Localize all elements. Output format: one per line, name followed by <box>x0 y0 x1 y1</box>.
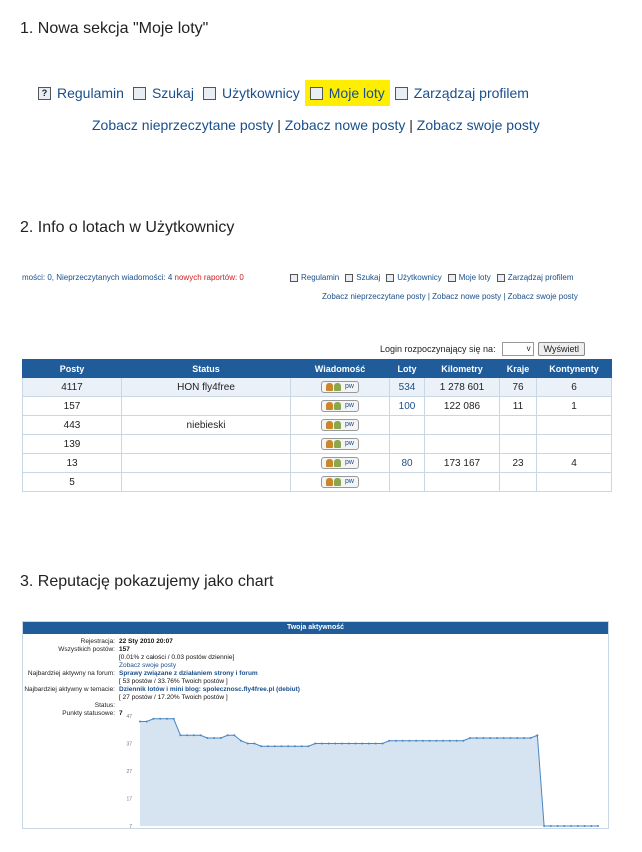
help-icon: ? <box>38 87 51 100</box>
info-label: Wszystkich postów: <box>58 646 115 653</box>
data-point <box>462 740 464 742</box>
link-new[interactable]: Zobacz nowe posty <box>432 292 502 301</box>
col-kilometry[interactable]: Kilometry <box>425 360 500 378</box>
pw-label: pw <box>345 421 354 428</box>
data-point <box>597 825 599 827</box>
separator: | <box>409 117 413 133</box>
nav-zarzadzaj-profilem[interactable] <box>395 85 529 101</box>
data-point <box>449 740 451 742</box>
help-icon <box>290 274 298 282</box>
cell-status <box>122 397 291 416</box>
user-icon <box>334 440 341 448</box>
nav-label: Regulamin <box>301 273 340 282</box>
cell-posty: 443 <box>23 416 122 435</box>
activity-panel <box>22 621 609 829</box>
data-point <box>496 737 498 739</box>
data-point <box>301 745 303 747</box>
pw-label: pw <box>345 459 354 466</box>
data-point <box>368 743 370 745</box>
data-point <box>280 745 282 747</box>
cell-kontynenty <box>537 435 612 454</box>
user-icon <box>334 421 341 429</box>
data-point <box>206 737 208 739</box>
section2-title: 2. Info o lotach w Użytkownicy <box>20 219 235 236</box>
cell-kontynenty <box>537 416 612 435</box>
data-point <box>213 737 215 739</box>
cell-kilometry <box>425 416 500 435</box>
panel-title: Twoja aktywność <box>23 622 608 634</box>
y-tick-label: 17 <box>126 796 132 803</box>
pw-label: pw <box>345 478 354 485</box>
data-point <box>166 718 168 720</box>
data-point <box>179 734 181 736</box>
table-row <box>23 473 612 492</box>
data-point <box>227 734 229 736</box>
y-tick-label: 37 <box>126 741 132 748</box>
cell-loty[interactable] <box>390 473 425 492</box>
cell-kraje: 23 <box>500 454 537 473</box>
data-point <box>321 743 323 745</box>
data-point <box>294 745 296 747</box>
col-status[interactable]: Status <box>122 360 291 378</box>
series-area <box>140 719 598 826</box>
table-row <box>23 378 612 397</box>
cell-status: niebieski <box>122 416 291 435</box>
data-point <box>375 743 377 745</box>
data-point <box>550 825 552 827</box>
table-row <box>23 435 612 454</box>
data-point <box>173 718 175 720</box>
pm-button[interactable] <box>321 438 359 450</box>
own-posts-link[interactable]: Zobacz swoje posty <box>119 662 177 669</box>
user-icon <box>334 459 341 467</box>
user-icon <box>326 478 333 486</box>
data-point <box>233 734 235 736</box>
nav-szukaj[interactable] <box>345 273 380 282</box>
data-point <box>456 740 458 742</box>
info-note: [ 53 postów / 33.76% Twoich postów ] <box>119 678 228 685</box>
data-point <box>220 737 222 739</box>
nav-label: Zarządzaj profilem <box>507 273 574 282</box>
nav-moje-loty[interactable] <box>305 80 390 106</box>
data-point <box>590 825 592 827</box>
nav-label: Szukaj <box>151 85 194 101</box>
data-point <box>247 743 249 745</box>
table-row <box>23 397 612 416</box>
data-point <box>429 740 431 742</box>
nav-bar <box>38 80 538 106</box>
stats-text: mości: 0, Nieprzeczytanych wiadomości: 4 <box>22 273 173 282</box>
data-point <box>328 743 330 745</box>
cell-posty: 5 <box>23 473 122 492</box>
data-point <box>146 721 148 723</box>
nav-label: Regulamin <box>57 85 124 101</box>
data-point <box>516 737 518 739</box>
cell-kraje: 76 <box>500 378 537 397</box>
col-loty[interactable]: Loty <box>390 360 425 378</box>
data-point <box>530 737 532 739</box>
chevron-down-icon: v <box>526 344 531 353</box>
user-icon <box>326 440 333 448</box>
data-point <box>186 734 188 736</box>
cell-kraje <box>500 473 537 492</box>
section1-title: 1. Nowa sekcja "Moje loty" <box>20 20 209 37</box>
book-icon <box>310 87 323 100</box>
cell-posty: 4117 <box>23 378 122 397</box>
cell-kilometry <box>425 435 500 454</box>
link-new[interactable]: Zobacz nowe posty <box>284 117 406 133</box>
cell-loty[interactable] <box>390 435 425 454</box>
data-point <box>274 745 276 747</box>
data-point <box>395 740 397 742</box>
data-point <box>341 743 343 745</box>
nav-szukaj[interactable] <box>133 85 194 101</box>
cell-kilometry: 1 278 601 <box>425 378 500 397</box>
cell-loty[interactable]: 80 <box>390 454 425 473</box>
cell-kontynenty: 6 <box>537 378 612 397</box>
list-icon <box>203 87 216 100</box>
data-point <box>193 734 195 736</box>
data-point <box>267 745 269 747</box>
pm-button[interactable] <box>321 419 359 431</box>
info-label: Najbardziej aktywny w temacie: <box>24 686 115 693</box>
data-point <box>287 745 289 747</box>
info-label: Najbardziej aktywny na forum: <box>27 670 115 677</box>
login-filter <box>380 342 585 356</box>
table-row <box>23 454 612 473</box>
cell-posty: 157 <box>23 397 122 416</box>
cell-status: HON fly4free <box>122 378 291 397</box>
user-icon <box>326 459 333 467</box>
profile-icon <box>497 274 505 282</box>
y-tick-label: 7 <box>129 824 132 828</box>
info-value: 7 <box>119 710 123 717</box>
cell-loty[interactable] <box>390 416 425 435</box>
data-point <box>361 743 363 745</box>
nav-uzytkownicy[interactable] <box>203 85 300 101</box>
data-point <box>408 740 410 742</box>
nav-zarzadzaj-profilem[interactable] <box>497 273 574 282</box>
link-own[interactable]: Zobacz swoje posty <box>507 292 578 301</box>
cell-kilometry: 122 086 <box>425 397 500 416</box>
user-icon <box>326 421 333 429</box>
info-label: Rejestracja: <box>80 638 115 645</box>
nav-label: Moje loty <box>328 85 385 101</box>
link-own[interactable]: Zobacz swoje posty <box>416 117 540 133</box>
data-point <box>509 737 511 739</box>
cell-wiadomosc <box>291 454 390 473</box>
cell-kontynenty: 4 <box>537 454 612 473</box>
cell-wiadomosc <box>291 473 390 492</box>
data-point <box>240 740 242 742</box>
data-point <box>159 718 161 720</box>
nav-regulamin[interactable] <box>290 273 339 282</box>
data-point <box>476 737 478 739</box>
separator: | <box>427 292 430 301</box>
data-point <box>469 737 471 739</box>
cell-status <box>122 473 291 492</box>
pw-label: pw <box>345 383 354 390</box>
data-point <box>442 740 444 742</box>
data-point <box>254 743 256 745</box>
pm-button[interactable] <box>321 476 359 488</box>
cell-status <box>122 435 291 454</box>
login-label: Login rozpoczynający się na: <box>380 344 496 354</box>
data-point <box>536 734 538 736</box>
col-posty[interactable]: Posty <box>23 360 122 378</box>
section3-title: 3. Reputację pokazujemy jako chart <box>20 573 274 590</box>
user-icon <box>334 478 341 486</box>
users-table <box>22 359 612 492</box>
data-point <box>577 825 579 827</box>
activity-info <box>23 638 300 718</box>
book-icon <box>448 274 456 282</box>
profile-icon <box>395 87 408 100</box>
cell-wiadomosc <box>291 416 390 435</box>
user-icon <box>334 402 341 410</box>
message-stats[interactable] <box>22 273 244 282</box>
posts-links <box>92 117 540 133</box>
pw-label: pw <box>345 402 354 409</box>
cell-kontynenty: 1 <box>537 397 612 416</box>
nav-uzytkownicy[interactable] <box>386 273 441 282</box>
search-icon <box>133 87 146 100</box>
info-label: Punkty statusowe: <box>62 710 115 717</box>
data-point <box>503 737 505 739</box>
nav-label: Zarządzaj profilem <box>413 85 529 101</box>
pw-label: pw <box>345 440 354 447</box>
cell-loty[interactable]: 534 <box>390 378 425 397</box>
nav-moje-loty[interactable] <box>448 273 491 282</box>
reputation-chart <box>23 708 608 828</box>
cell-wiadomosc <box>291 378 390 397</box>
show-button[interactable]: Wyświetl <box>538 342 585 356</box>
cell-kilometry <box>425 473 500 492</box>
data-point <box>489 737 491 739</box>
letter-select[interactable] <box>502 342 534 356</box>
y-tick-label: 27 <box>126 769 132 775</box>
user-icon <box>334 383 341 391</box>
data-point <box>388 740 390 742</box>
info-note: [0.01% z całości / 0.03 postów dziennie] <box>119 654 235 661</box>
info-label: Status: <box>94 702 115 709</box>
data-point <box>483 737 485 739</box>
col-wiadomosc: Wiadomość <box>291 360 390 378</box>
info-value: 157 <box>119 646 130 653</box>
nav-label: Szukaj <box>356 273 381 282</box>
nav-regulamin[interactable] <box>38 85 124 101</box>
cell-kontynenty <box>537 473 612 492</box>
small-nav-bar <box>290 273 580 282</box>
data-point <box>543 825 545 827</box>
link-unread[interactable]: Zobacz nieprzeczytane posty <box>322 292 426 301</box>
data-point <box>260 745 262 747</box>
data-point <box>152 718 154 720</box>
col-kraje[interactable]: Kraje <box>500 360 537 378</box>
data-point <box>415 740 417 742</box>
cell-kraje <box>500 435 537 454</box>
small-posts-links <box>322 292 578 301</box>
data-point <box>314 743 316 745</box>
cell-kraje <box>500 416 537 435</box>
data-point <box>435 740 437 742</box>
nav-label: Użytkownicy <box>221 85 300 101</box>
nav-label: Moje loty <box>458 273 491 282</box>
info-note: [ 27 postów / 17.20% Twoich postów ] <box>119 694 228 701</box>
user-icon <box>326 402 333 410</box>
data-point <box>584 825 586 827</box>
nav-label: Użytkownicy <box>397 273 442 282</box>
y-tick-label: 47 <box>126 714 132 720</box>
col-kontynenty[interactable]: Kontynenty <box>537 360 612 378</box>
pm-button[interactable] <box>321 381 359 393</box>
data-point <box>348 743 350 745</box>
cell-kilometry: 173 167 <box>425 454 500 473</box>
data-point <box>200 734 202 736</box>
separator: | <box>503 292 506 301</box>
cell-loty[interactable]: 100 <box>390 397 425 416</box>
cell-wiadomosc <box>291 397 390 416</box>
data-point <box>139 721 141 723</box>
pm-button[interactable] <box>321 400 359 412</box>
info-value: 22 Sty 2010 20:07 <box>119 638 173 645</box>
data-point <box>523 737 525 739</box>
user-icon <box>326 383 333 391</box>
data-point <box>563 825 565 827</box>
list-icon <box>386 274 394 282</box>
separator: | <box>277 117 281 133</box>
data-point <box>557 825 559 827</box>
table-header-row <box>23 360 612 378</box>
link-unread[interactable]: Zobacz nieprzeczytane posty <box>92 117 274 133</box>
data-point <box>570 825 572 827</box>
cell-posty: 139 <box>23 435 122 454</box>
reports-count[interactable]: nowych raportów: 0 <box>174 273 244 282</box>
table-row <box>23 416 612 435</box>
data-point <box>355 743 357 745</box>
search-icon <box>345 274 353 282</box>
cell-kraje: 11 <box>500 397 537 416</box>
data-point <box>307 745 309 747</box>
data-point <box>381 743 383 745</box>
forum-link[interactable]: Sprawy związane z działaniem strony i forum <box>119 670 258 677</box>
data-point <box>402 740 404 742</box>
cell-status <box>122 454 291 473</box>
data-point <box>422 740 424 742</box>
pm-button[interactable] <box>321 457 359 469</box>
cell-posty: 13 <box>23 454 122 473</box>
topic-link[interactable]: Dziennik lotów i mini blog: spolecznosc.fly4free.pl (debiut) <box>119 686 300 693</box>
data-point <box>334 743 336 745</box>
cell-wiadomosc <box>291 435 390 454</box>
